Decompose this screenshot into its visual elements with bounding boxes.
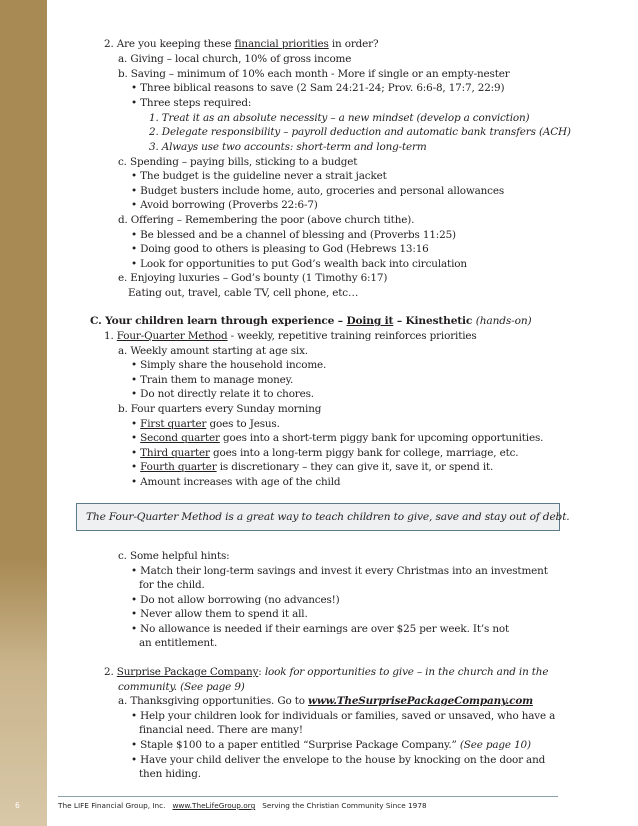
text-line: [131, 475, 340, 490]
text-span: for the child.: [139, 579, 205, 591]
text-line: [131, 373, 293, 388]
text-span: • Match their long-term savings and invest it every Christmas into an investment: [131, 565, 548, 577]
text-span: •: [131, 447, 141, 459]
callout-text: The Four-Quarter Method is a great way to teach children to give, save and stay out of debt.: [86, 511, 570, 523]
text-span: • Amount increases with age of the child: [131, 476, 341, 488]
text-line: [104, 329, 477, 344]
text-line: [118, 680, 245, 695]
text-span: • Never allow them to spend it all.: [131, 608, 308, 620]
text-span: financial need. There are many!: [139, 724, 303, 736]
text-line: [131, 431, 543, 446]
text-line: [131, 564, 548, 579]
text-span: - weekly, repetitive training reinforces priorities: [227, 330, 477, 342]
text-span: goes into a short-term piggy bank for upcoming opportunities.: [219, 432, 544, 444]
callout-box: [76, 503, 570, 531]
text-span: d. Offering – Remembering the poor (above church tithe).: [118, 214, 415, 226]
text-span: • Doing good to others is pleasing to God (Hebrews 13:16: [131, 243, 429, 255]
text-line: [139, 723, 303, 738]
text-line: [104, 37, 378, 52]
text-span: Fourth quarter: [140, 461, 217, 473]
text-span: Second quarter: [140, 432, 220, 444]
text-line: [131, 417, 280, 432]
text-span: • Help your children look for individuals or families, saved or unsaved, who have a: [131, 710, 556, 722]
footer-company: The LIFE Financial Group, Inc.: [58, 801, 166, 810]
text-span: then hiding.: [139, 768, 201, 780]
page-number: 6: [15, 801, 20, 810]
text-span: an entitlement.: [139, 637, 218, 649]
text-line: [139, 767, 201, 782]
website-link[interactable]: www.TheSurprisePackageCompany.com: [308, 695, 533, 707]
text-span: community. (See page 9): [118, 681, 245, 693]
text-span: goes to Jesus.: [206, 418, 280, 430]
text-line: [131, 738, 531, 753]
text-span: 2. Delegate responsibility – payroll deduction and automatic bank transfers (ACH): [149, 126, 571, 138]
text-line: [131, 242, 429, 257]
text-line: [149, 125, 571, 140]
text-line: [128, 286, 358, 301]
text-line: [118, 271, 387, 286]
text-span: 2. Are you keeping these: [104, 38, 235, 50]
text-span: • Three steps required:: [131, 97, 252, 109]
text-line: [149, 140, 427, 155]
footer-tagline: Serving the Christian Community Since 1978: [262, 801, 427, 810]
text-line: [131, 460, 493, 475]
text-span: c. Some helpful hints:: [118, 550, 230, 562]
text-span: • Simply share the household income.: [131, 359, 327, 371]
text-span: e. Enjoying luxuries – God’s bounty (1 Timothy 6:17): [118, 272, 388, 284]
text-line: [139, 636, 217, 651]
text-span: 3. Always use two accounts: short-term and long-term: [149, 141, 427, 153]
text-span: – Kinesthetic: [393, 315, 476, 327]
text-line: [118, 402, 321, 417]
text-span: •: [131, 432, 141, 444]
text-span: a. Thanksgiving opportunities. Go to: [118, 695, 309, 707]
footer-rule: [58, 796, 558, 797]
text-span: First quarter: [140, 418, 207, 430]
text-line: [118, 694, 533, 709]
text-line: [131, 753, 545, 768]
text-line: [131, 358, 326, 373]
text-line: [131, 198, 318, 213]
text-span: • Have your child deliver the envelope to the house by knocking on the door and: [131, 754, 546, 766]
text-line: [118, 67, 510, 82]
text-span: Doing it: [346, 315, 394, 327]
text-span: • Avoid borrowing (Proverbs 22:6-7): [131, 199, 318, 211]
text-span: 2.: [104, 666, 117, 678]
text-span: • Staple $100 to a paper entitled “Surprise Package Company.”: [131, 739, 460, 751]
text-line: [131, 184, 504, 199]
text-span: look for opportunities to give – in the church and in the: [264, 666, 549, 678]
text-line: [131, 607, 308, 622]
text-line: [118, 155, 357, 170]
text-span: • Look for opportunities to put God’s wealth back into circulation: [131, 258, 467, 270]
text-line: [118, 52, 351, 67]
text-span: Third quarter: [140, 447, 210, 459]
text-line: [131, 169, 387, 184]
text-span: • Three biblical reasons to save (2 Sam 24:21-24; Prov. 6:6-8, 17:7, 22:9): [131, 82, 505, 94]
text-line: [131, 593, 340, 608]
footer: [58, 801, 427, 811]
text-line: [131, 228, 456, 243]
text-line: [118, 213, 414, 228]
text-span: • Train them to manage money.: [131, 374, 294, 386]
text-span: is discretionary – they can give it, save it, or spend it.: [216, 461, 494, 473]
page-sidebar-band: [0, 0, 47, 826]
text-span: 1.: [104, 330, 117, 342]
footer-website-link[interactable]: www.TheLifeGroup.org: [172, 801, 256, 810]
text-span: • Budget busters include home, auto, groceries and personal allowances: [131, 185, 505, 197]
text-span: b. Saving – minimum of 10% each month - More if single or an empty-nester: [118, 68, 510, 80]
text-line: [118, 549, 230, 564]
text-line: [131, 257, 467, 272]
text-line: [104, 665, 548, 680]
text-line: [131, 622, 509, 637]
text-line: [131, 446, 518, 461]
text-line: [149, 111, 529, 126]
text-line: [139, 578, 205, 593]
text-line: [131, 96, 251, 111]
text-span: 1. Treat it as an absolute necessity – a new mindset (develop a conviction): [149, 112, 530, 124]
text-span: • Do not allow borrowing (no advances!): [131, 594, 340, 606]
text-span: (See page 10): [459, 739, 531, 751]
text-span: • No allowance is needed if their earnings are over $25 per week. It’s not: [131, 623, 510, 635]
text-line: [131, 387, 314, 402]
text-span: c. Spending – paying bills, sticking to a budget: [118, 156, 358, 168]
text-line: [131, 81, 504, 96]
text-span: a. Giving – local church, 10% of gross income: [118, 53, 352, 65]
text-span: • Be blessed and be a channel of blessing and (Proverbs 11:25): [131, 229, 456, 241]
text-span: b. Four quarters every Sunday morning: [118, 403, 322, 415]
text-span: C. Your children learn through experience –: [90, 315, 347, 327]
text-line: [118, 344, 308, 359]
text-span: •: [131, 418, 141, 430]
sidebar-gradient: [0, 560, 47, 826]
text-span: Surprise Package Company: [116, 666, 259, 678]
text-span: a. Weekly amount starting at age six.: [118, 345, 308, 357]
text-span: Eating out, travel, cable TV, cell phone, etc…: [128, 287, 359, 299]
text-span: :: [258, 666, 265, 678]
text-span: in order?: [328, 38, 379, 50]
text-line: [131, 709, 555, 724]
text-span: •: [131, 461, 141, 473]
text-span: financial priorities: [234, 38, 329, 50]
text-span: • The budget is the guideline never a strait jacket: [131, 170, 387, 182]
text-span: Four-Quarter Method: [116, 330, 228, 342]
text-span: (hands-on): [475, 315, 532, 327]
text-span: goes into a long-term piggy bank for college, marriage, etc.: [209, 447, 519, 459]
text-line: [90, 314, 531, 329]
text-span: • Do not directly relate it to chores.: [131, 388, 314, 400]
